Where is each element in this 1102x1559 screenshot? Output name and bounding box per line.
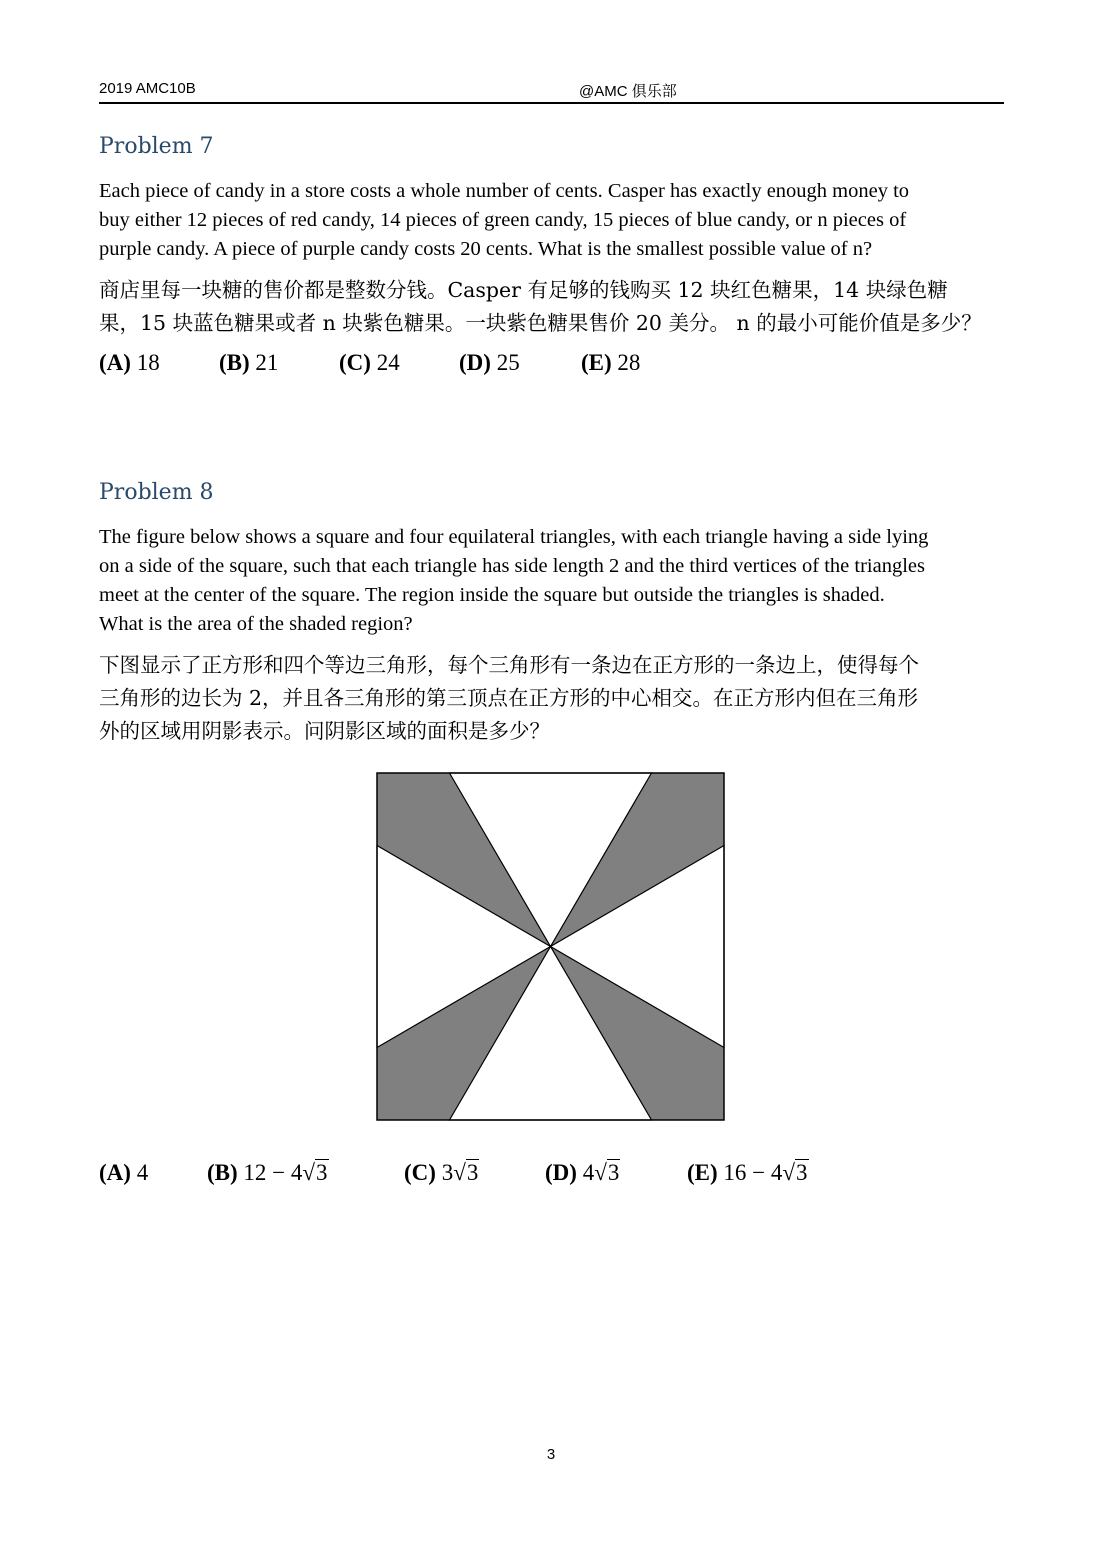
choice-d: (D) 25 [459,350,520,375]
problem-7-zh-line: 果，15 块蓝色糖果或者 n 块紫色糖果。一块紫色糖果售价 20 美分。 n 的最小可能价值是多少？ [99,311,982,335]
problem-8-en-line: on a side of the square, such that each triangle has side length 2 and the third vertices of the triangles [99,555,925,577]
choice-d: (D) 4√3 [545,1160,620,1185]
problem-7-en-line: purple candy. A piece of purple candy costs 20 cents. What is the smallest possible value of n? [99,238,873,260]
problem-8-english [99,523,1009,639]
page-number: 3 [546,1446,556,1463]
choice-b: (B) 21 [219,350,279,375]
header-center: @AMC 俱乐部 [579,83,677,100]
problem-8-title: Problem 8 [99,480,214,505]
problem-8-zh-line: 三角形的边长为 2，并且各三角形的第三顶点在正方形的中心相交。在正方形内但在三角形 [99,686,919,710]
square-triangles-figure [376,772,726,1122]
problem-8-en-line: The figure below shows a square and four equilateral triangles, with each triangle having a side lying [99,526,929,548]
choice-e: (E) 28 [581,350,641,375]
problem-8-zh-line: 下图显示了正方形和四个等边三角形，每个三角形有一条边在正方形的一条边上，使得每个 [99,653,919,677]
problem-8-chinese [99,649,1019,748]
choice-c: (C) 3√3 [404,1160,479,1185]
header-left: 2019 AMC10B [99,80,196,97]
choice-a: (A) 18 [99,350,160,375]
problem-7-chinese [99,274,1019,340]
problem-7-en-line: Each piece of candy in a store costs a whole number of cents. Casper has exactly enough money to [99,180,910,202]
problem-8-en-line: meet at the center of the square. The region inside the square but outside the triangles is shaded. [99,584,885,606]
page-header [99,80,1004,104]
choice-b: (B) 12 − 4√3 [207,1160,328,1185]
problem-8-zh-line: 外的区域用阴影表示。问阴影区域的面积是多少？ [99,719,550,743]
problem-7-zh-line: 商店里每一块糖的售价都是整数分钱。Casper 有足够的钱购买 12 块红色糖果，14 块绿色糖 [99,278,948,302]
choice-a: (A) 4 [99,1160,149,1185]
problem-7-title: Problem 7 [99,134,214,159]
problem-8-en-line: What is the area of the shaded region? [99,613,413,635]
problem-7-english [99,177,1009,264]
problem-8-choices [99,1160,809,1186]
choice-c: (C) 24 [339,350,400,375]
choice-e: (E) 16 − 4√3 [687,1160,808,1185]
problem-7-choices [99,350,640,376]
problem-7-en-line: buy either 12 pieces of red candy, 14 pieces of green candy, 15 pieces of blue candy, or n pieces of [99,209,907,231]
